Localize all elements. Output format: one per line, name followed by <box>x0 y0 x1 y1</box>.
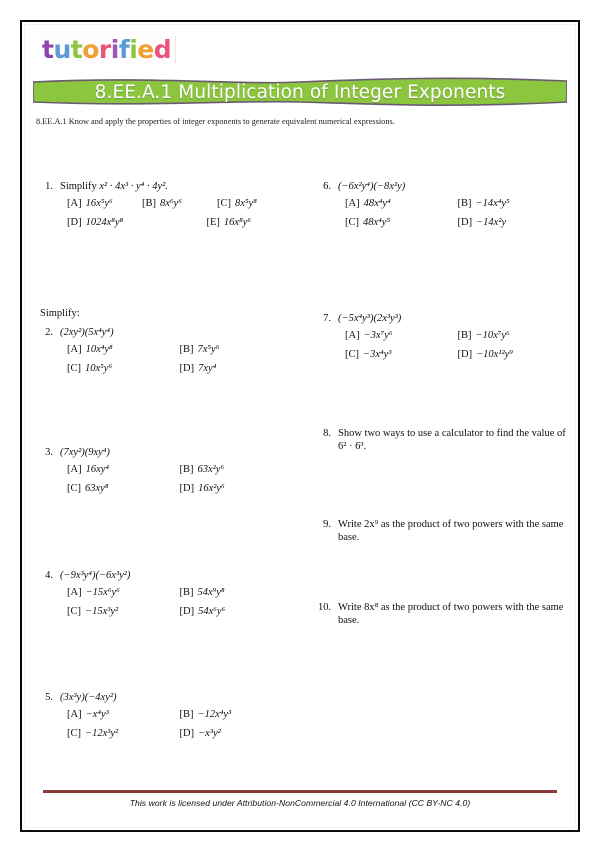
choice-value: 54x⁶y⁶ <box>198 605 226 617</box>
question-5-choice-d[interactable] <box>180 728 293 741</box>
question-3-choice-b[interactable] <box>180 464 293 477</box>
question-6-head <box>318 180 570 193</box>
choice-label: [C] <box>67 605 81 617</box>
question-5 <box>40 691 292 746</box>
question-3-choice-row-2 <box>67 483 292 496</box>
question-6-choice-a[interactable] <box>345 198 458 211</box>
question-6-number: 6. <box>323 181 331 192</box>
banner-title: 8.EE.A.1 Multiplication of Integer Exponents <box>94 81 506 103</box>
title-banner <box>33 76 567 108</box>
license-text: This work is licensed under Attribution-NonCommercial 4.0 International (CC BY-NC 4.0) <box>129 798 471 808</box>
choice-value: −3x⁷y⁶ <box>363 330 393 342</box>
question-8-number: 8. <box>323 428 331 439</box>
question-6-choice-c[interactable] <box>345 217 458 230</box>
choice-label: [A] <box>67 587 82 599</box>
choice-value: 16x⁸y⁶ <box>223 216 252 228</box>
choice-label: [B] <box>457 198 472 210</box>
question-6-prompt: (−6x²y⁴)(−8x²y) <box>338 181 406 192</box>
question-7-choice-d[interactable] <box>458 349 571 362</box>
question-3 <box>40 446 292 501</box>
question-7-choices <box>318 330 570 361</box>
question-2-choice-d[interactable] <box>180 363 293 376</box>
question-1-prompt <box>60 180 292 193</box>
question-7 <box>318 312 570 367</box>
question-1-choices <box>40 198 292 229</box>
choice-label: [D] <box>457 348 473 360</box>
question-2-number: 2. <box>45 327 53 338</box>
question-5-choices <box>40 709 292 740</box>
choice-label: [C] <box>67 727 81 739</box>
question-4-choices <box>40 587 292 618</box>
question-4-number: 4. <box>45 570 53 581</box>
question-2-choice-c[interactable] <box>67 363 180 376</box>
question-1-choice-e[interactable] <box>207 217 293 230</box>
question-5-number: 5. <box>45 692 53 703</box>
question-7-choice-b[interactable] <box>458 330 571 343</box>
question-1-choice-d[interactable] <box>67 217 207 230</box>
question-4-choice-b[interactable] <box>180 587 293 600</box>
choice-label: [E] <box>206 216 220 228</box>
choice-label: [C] <box>345 216 359 228</box>
question-10 <box>318 601 570 627</box>
choice-value: −15x³y² <box>85 605 119 617</box>
standard-description: 8.EE.A.1 Know and apply the properties of integer exponents to generate equivalent numerical expressions. <box>36 117 395 126</box>
choice-value: 48x⁴y⁴ <box>363 198 391 210</box>
logo-letter-7: i <box>129 35 138 64</box>
choice-label: [C] <box>67 362 81 374</box>
question-4-choice-c[interactable] <box>67 606 180 619</box>
question-3-number: 3. <box>45 447 53 458</box>
question-9-head <box>318 518 570 544</box>
question-1-choice-a[interactable] <box>67 198 142 211</box>
question-7-choice-c[interactable] <box>345 349 458 362</box>
logo-letter-9: d <box>153 35 172 64</box>
choice-label: [A] <box>67 709 82 721</box>
question-1-choice-b[interactable] <box>142 198 217 211</box>
logo-letter-4: r <box>98 35 111 64</box>
choice-label: [A] <box>345 330 360 342</box>
question-4-choice-a[interactable] <box>67 587 180 600</box>
page-border-frame <box>20 20 580 832</box>
choice-label: [A] <box>345 198 360 210</box>
choice-value: −3x⁴y³ <box>363 348 392 360</box>
question-5-choice-row-1 <box>67 709 292 722</box>
choice-label: [D] <box>179 482 195 494</box>
question-4-choice-row-1 <box>67 587 292 600</box>
choice-label: [A] <box>67 344 82 356</box>
simplify-label: Simplify: <box>40 308 80 319</box>
question-3-head <box>40 446 292 459</box>
left-column <box>22 142 300 782</box>
logo-letter-3: o <box>82 35 99 64</box>
choice-value: −10x⁷y⁶ <box>475 330 510 342</box>
question-8-head <box>318 427 570 453</box>
question-7-choice-a[interactable] <box>345 330 458 343</box>
question-3-choice-row-1 <box>67 464 292 477</box>
question-3-choice-a[interactable] <box>67 464 180 477</box>
choice-label: [C] <box>345 348 359 360</box>
question-1-choice-row-1 <box>67 198 292 211</box>
question-2-choice-b[interactable] <box>180 344 293 357</box>
choice-label: [A] <box>67 464 82 476</box>
question-6-choice-b[interactable] <box>458 198 571 211</box>
question-1 <box>40 180 292 235</box>
question-7-choice-row-1 <box>345 330 570 343</box>
footer-divider <box>43 790 557 793</box>
logo-letter-0: t <box>42 35 54 64</box>
question-3-choice-d[interactable] <box>180 483 293 496</box>
question-1-prompt-prefix: Simplify <box>60 181 100 192</box>
choice-label: [B] <box>141 198 156 210</box>
choice-value: 48x⁴y⁵ <box>363 216 391 228</box>
question-9 <box>318 518 570 544</box>
choice-value: −12x³y² <box>85 727 119 739</box>
question-6-choice-row-1 <box>345 198 570 211</box>
choice-label: [D] <box>179 727 195 739</box>
choice-value: −15x⁶y⁶ <box>85 587 120 599</box>
choice-label: [C] <box>67 482 81 494</box>
question-1-head <box>40 180 292 193</box>
choice-value: 7xy⁴ <box>198 362 217 374</box>
question-6 <box>318 180 570 235</box>
question-10-prompt: Write 8x⁸ as the product of two powers with the same base. <box>338 602 564 627</box>
choice-value: 7x⁵y⁶ <box>197 344 220 356</box>
question-5-prompt: (3x³y)(−4xy²) <box>60 692 117 703</box>
logo-letter-5: i <box>110 35 119 64</box>
choice-value: −10x¹²y⁹ <box>476 348 513 360</box>
question-7-head <box>318 312 570 325</box>
choice-value: 8x⁶y⁶ <box>159 198 182 210</box>
choice-label: [A] <box>67 198 82 210</box>
choice-label: [B] <box>179 344 194 356</box>
question-8 <box>318 427 570 453</box>
question-3-prompt: (7xy²)(9xy⁴) <box>60 447 110 458</box>
question-7-number: 7. <box>323 313 331 324</box>
choice-value: 16x⁵y⁶ <box>85 198 113 210</box>
question-7-prompt: (−5x⁴y³)(2x³y³) <box>338 313 402 324</box>
logo-letter-6: f <box>118 35 130 64</box>
logo-letter-2: t <box>70 35 83 64</box>
choice-value: 1024x⁸y⁸ <box>85 216 124 228</box>
question-6-choices <box>318 198 570 229</box>
choice-label: [D] <box>179 605 195 617</box>
choice-value: 10x⁴y⁸ <box>85 344 113 356</box>
question-6-choice-d[interactable] <box>458 217 571 230</box>
choice-value: 16x²y⁶ <box>198 482 225 494</box>
question-5-choice-b[interactable] <box>180 709 293 722</box>
question-1-prompt-math: x² · 4x³ · y⁴ · 4y². <box>99 181 168 192</box>
question-6-choice-row-2 <box>345 217 570 230</box>
question-10-head <box>318 601 570 627</box>
choice-label: [D] <box>67 216 82 228</box>
choice-label: [B] <box>179 709 194 721</box>
choice-value: 63xy⁸ <box>85 482 109 494</box>
choice-label: [D] <box>457 216 473 228</box>
choice-label: [D] <box>179 362 195 374</box>
question-2-choices <box>40 344 292 375</box>
question-4-choice-row-2 <box>67 606 292 619</box>
choice-value: −x³y² <box>198 727 221 739</box>
choice-value: 63x²y⁶ <box>197 464 225 476</box>
choice-label: [B] <box>457 330 472 342</box>
question-2-choice-a[interactable] <box>67 344 180 357</box>
question-5-choice-c[interactable] <box>67 728 180 741</box>
question-5-head <box>40 691 292 704</box>
choice-label: [B] <box>179 587 194 599</box>
question-10-number: 10. <box>318 602 332 613</box>
choice-value: 54x⁹y⁸ <box>197 587 225 599</box>
question-5-choice-row-2 <box>67 728 292 741</box>
choice-value: 10x⁵y⁶ <box>85 362 113 374</box>
question-9-number: 9. <box>323 519 331 530</box>
question-4-head <box>40 569 292 582</box>
question-2-prompt: (2xy²)(5x⁴y⁴) <box>60 327 114 338</box>
right-column <box>300 142 578 782</box>
question-2-head <box>40 326 292 339</box>
question-3-choice-c[interactable] <box>67 483 180 496</box>
choice-value: 8x⁵y⁸ <box>234 198 257 210</box>
choice-label: [C] <box>216 198 231 210</box>
question-8-prompt: Show two ways to use a calculator to find the value of 6² · 6³. <box>338 428 566 453</box>
logo-letter-8: e <box>137 35 154 64</box>
choice-value: −14x⁴y⁵ <box>475 198 510 210</box>
question-5-choice-a[interactable] <box>67 709 180 722</box>
question-2-choice-row-1 <box>67 344 292 357</box>
worksheet-body <box>22 142 578 782</box>
question-4 <box>40 569 292 624</box>
choice-value: −12x⁴y³ <box>197 709 232 721</box>
question-1-number: 1. <box>45 181 53 192</box>
question-4-choice-d[interactable] <box>180 606 293 619</box>
question-9-prompt: Write 2x⁹ as the product of two powers with the same base. <box>338 519 564 544</box>
choice-value: 16xy⁴ <box>85 464 110 476</box>
question-1-choice-c[interactable] <box>217 198 292 211</box>
question-2 <box>40 326 292 381</box>
choice-value: −x⁴y³ <box>85 709 109 721</box>
question-2-choice-row-2 <box>67 363 292 376</box>
logo-letter-1: u <box>53 35 71 64</box>
question-3-choices <box>40 464 292 495</box>
question-1-choice-row-2 <box>67 217 292 230</box>
choice-label: [B] <box>179 464 194 476</box>
choice-value: −14x²y <box>476 216 507 228</box>
tutorified-logo[interactable] <box>38 36 176 64</box>
question-7-choice-row-2 <box>345 349 570 362</box>
question-4-prompt: (−9x³y⁴)(−6x³y²) <box>60 570 131 581</box>
logo-text <box>42 37 171 62</box>
